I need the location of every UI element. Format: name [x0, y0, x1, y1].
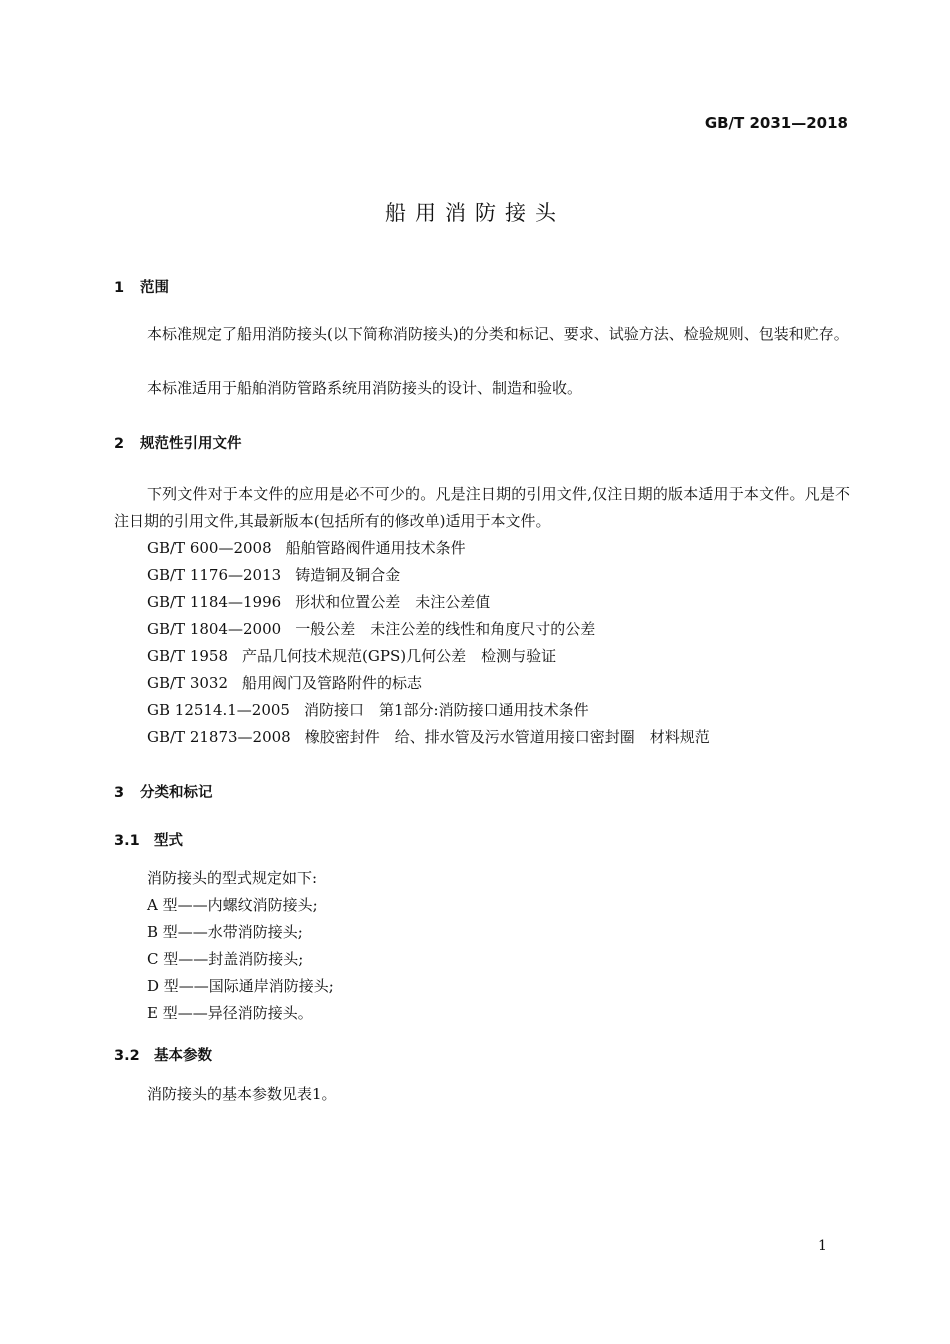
reference-item [147, 724, 710, 751]
reference-code: GB/T 1804—2000 [147, 620, 282, 638]
standard-code: GB/T 2031—2018 [704, 114, 848, 132]
section-3-1-heading [114, 829, 183, 850]
reference-title: 消防接口 第1部分:消防接口通用技术条件 [303, 701, 589, 719]
reference-title: 铸造铜及铜合金 [295, 566, 401, 584]
reference-title: 形状和位置公差 未注公差值 [295, 593, 491, 611]
reference-code: GB/T 21873—2008 [147, 728, 291, 746]
reference-item [147, 697, 589, 724]
type-list-item: E 型——异径消防接头。 [147, 1004, 313, 1022]
reference-title: 一般公差 未注公差的线性和角度尺寸的公差 [295, 620, 596, 638]
page-number: 1 [818, 1238, 827, 1254]
reference-item [147, 670, 422, 697]
reference-title: 产品几何技术规范(GPS)几何公差 检测与验证 [242, 647, 557, 665]
basic-parameters-text: 消防接头的基本参数见表1。 [147, 1085, 337, 1103]
type-list-item: A 型——内螺纹消防接头; [147, 896, 318, 914]
reference-title: 橡胶密封件 给、排水管及污水管道用接口密封圈 材料规范 [304, 728, 710, 746]
section-title: 分类和标记 [140, 785, 213, 801]
type-list-item: B 型——水带消防接头; [147, 923, 303, 941]
reference-item [147, 562, 400, 589]
section-title: 基本参数 [154, 1048, 212, 1064]
reference-item [147, 643, 556, 670]
section-2-intro: 下列文件对于本文件的应用是必不可少的。凡是注日期的引用文件,仅注日期的版本适用于本文件。凡是不注日期的引用文件,其最新版本(包括所有的修改单)适用于本文件。 [114, 485, 850, 530]
reference-code: GB 12514.1—2005 [147, 701, 290, 719]
section-number: 1 [114, 280, 125, 296]
section-1-paragraph-1: 本标准规定了船用消防接头(以下简称消防接头)的分类和标记、要求、试验方法、检验规则、包装和贮存。 [147, 325, 849, 343]
section-number: 3.1 [114, 833, 140, 849]
reference-item [147, 535, 466, 562]
section-title: 范围 [140, 280, 169, 296]
reference-title: 船舶管路阀件通用技术条件 [285, 539, 466, 557]
reference-code: GB/T 1958 [147, 647, 229, 665]
section-3-2-heading [114, 1044, 212, 1065]
section-1-paragraph-2: 本标准适用于船舶消防管路系统用消防接头的设计、制造和验收。 [147, 379, 583, 397]
reference-item [147, 616, 595, 643]
reference-code: GB/T 1184—1996 [147, 593, 282, 611]
reference-code: GB/T 600—2008 [147, 539, 272, 557]
reference-code: GB/T 1176—2013 [147, 566, 282, 584]
section-3-heading [114, 781, 213, 802]
section-1-heading [114, 276, 169, 297]
document-title: 船用消防接头 [385, 201, 565, 225]
type-intro: 消防接头的型式规定如下: [147, 869, 318, 887]
section-title: 型式 [154, 833, 183, 849]
reference-item [147, 589, 490, 616]
reference-title: 船用阀门及管路附件的标志 [242, 674, 423, 692]
section-number: 2 [114, 436, 125, 452]
section-title: 规范性引用文件 [140, 436, 242, 452]
reference-code: GB/T 3032 [147, 674, 229, 692]
section-2-heading [114, 432, 242, 453]
type-list-item: D 型——国际通岸消防接头; [147, 977, 334, 995]
section-number: 3.2 [114, 1048, 140, 1064]
section-number: 3 [114, 785, 125, 801]
type-list-item: C 型——封盖消防接头; [147, 950, 304, 968]
